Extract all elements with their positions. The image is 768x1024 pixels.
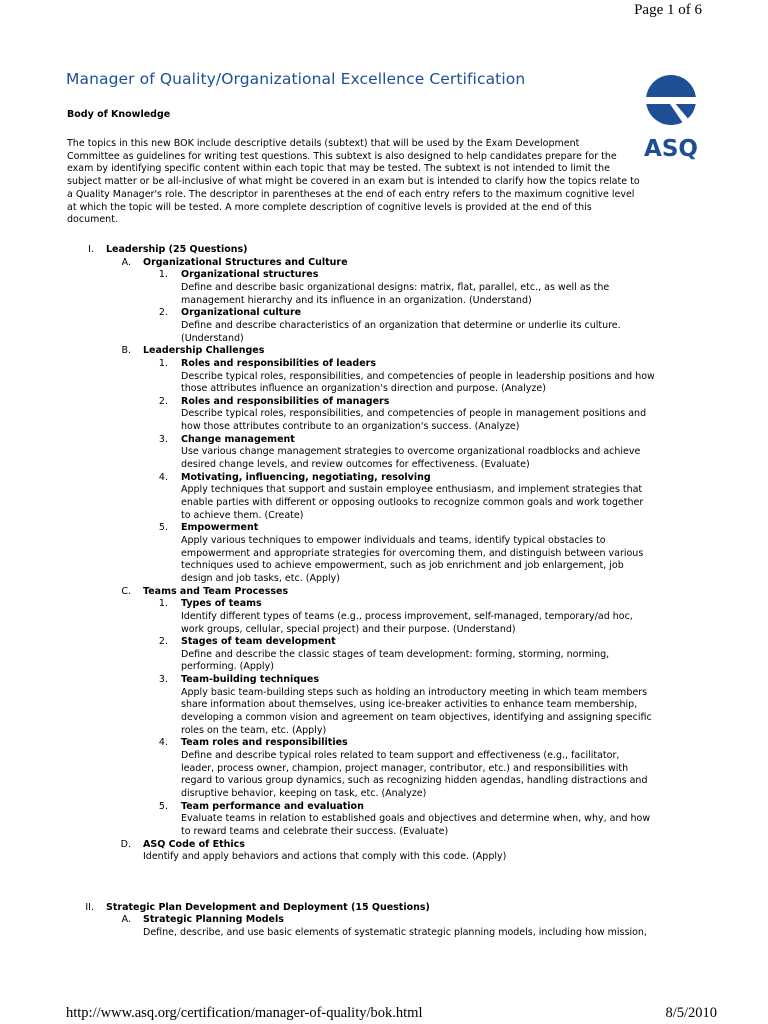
topic-heading: Motivating, influencing, negotiating, resolving xyxy=(181,471,431,483)
intro-line: The topics in this new BOK include descriptive details (subtext) that will be used by the Exam Development xyxy=(67,138,580,149)
topic-description: to achieve them. (Create) xyxy=(181,509,304,521)
topic-description: Define and describe characteristics of an organization that determine or underlie its culture. xyxy=(181,319,621,331)
intro-line: document. xyxy=(67,214,118,226)
outline-marker: 5. xyxy=(158,522,168,534)
topic-heading: Organizational structures xyxy=(181,269,319,281)
outline-marker: 1. xyxy=(158,598,168,610)
subsection-heading: Organizational Structures and Culture xyxy=(143,256,348,268)
topic-heading: Change management xyxy=(181,433,295,445)
topic-description: (Understand) xyxy=(181,332,244,344)
outline-marker: 1. xyxy=(158,269,168,281)
topic-description: Use various change management strategies to overcome organizational roadblocks and achieve xyxy=(181,446,641,458)
topic-description: management hierarchy and its influence in an organization. (Understand) xyxy=(181,294,532,306)
topic-description: disruptive behavior, keeping on task, etc. (Analyze) xyxy=(181,787,427,799)
outline-marker: A. xyxy=(121,256,131,268)
outline-marker: B. xyxy=(121,345,131,357)
intro-paragraph xyxy=(67,138,639,227)
topic-description: techniques used to achieve empowerment, such as job enrichment and job enlargement, job xyxy=(181,560,624,572)
section-heading: Leadership (25 Questions) xyxy=(106,244,248,255)
topic-heading: Types of teams xyxy=(181,598,262,610)
logo-text: ASQ xyxy=(644,136,698,162)
topic-description: share information about themselves, using ice-breaker activities to enhance team membership, xyxy=(181,699,638,711)
topic-description: Describe typical roles, responsibilities, and competencies of people in management positions and xyxy=(181,408,647,420)
footer-url: http://www.asq.org/certification/manager-of-quality/bok.html xyxy=(66,1005,423,1021)
topic-description: leader, process owner, champion, project manager, contributor, etc.) and responsibilities with xyxy=(181,762,629,774)
topic-description: work groups, cellular, special project) and their purpose. (Understand) xyxy=(181,623,516,635)
subsection-heading: Leadership Challenges xyxy=(143,345,265,357)
intro-line: at which the topic will be tested. A more complete description of cognitive levels is provided at the end of this xyxy=(67,201,592,213)
topic-description: to reward teams and celebrate their success. (Evaluate) xyxy=(181,825,449,837)
topic-description: how those attributes contribute to an organization's success. (Analyze) xyxy=(181,421,520,433)
subsection-heading: ASQ Code of Ethics xyxy=(143,838,245,850)
intro-line: exam by identifying specific content within each topic that may be tested. The subtext is not intended to limit the xyxy=(67,163,610,175)
topic-description: Apply various techniques to empower individuals and teams, identify typical obstacles to xyxy=(181,534,606,546)
footer-date: 8/5/2010 xyxy=(665,1005,717,1021)
topic-description: empowerment and appropriate strategies for overcoming them, and distinguish between various xyxy=(181,547,644,559)
outline-marker: A. xyxy=(121,914,131,926)
section-heading: Strategic Plan Development and Deployment (15 Questions) xyxy=(106,901,430,913)
topic-description: Define and describe the classic stages of team development: forming, storming, norming, xyxy=(181,648,610,660)
outline-marker: 3. xyxy=(158,674,168,686)
topic-description: performing. (Apply) xyxy=(181,661,274,673)
topic-description: Evaluate teams in relation to established goals and objectives and determine when, why, and how xyxy=(181,813,651,825)
topic-description: design and job tasks, etc. (Apply) xyxy=(181,572,340,584)
document-title: Manager of Quality/Organizational Excellence Certification xyxy=(66,70,526,88)
topic-description: Describe typical roles, responsibilities, and competencies of people in leadership positions and how xyxy=(181,370,655,382)
intro-line: subject matter or be all-inclusive of what might be covered in an exam but is intended to clarify how the topics relate to xyxy=(67,176,640,188)
topic-heading: Stages of team development xyxy=(181,636,336,648)
subsection-heading: Teams and Team Processes xyxy=(143,585,289,597)
outline-marker: C. xyxy=(121,585,131,597)
topic-heading: Empowerment xyxy=(181,522,259,534)
outline-marker: 4. xyxy=(158,471,168,483)
outline-marker: I. xyxy=(88,244,94,255)
outline-marker: 1. xyxy=(158,357,168,369)
topic-description: enable parties with different or opposing outlooks to recognize common goals and work together xyxy=(181,497,644,508)
outline-marker: 5. xyxy=(158,800,168,812)
asq-logo xyxy=(638,72,704,162)
topic-description: Define and describe basic organizational designs: matrix, flat, parallel, etc., as well as the xyxy=(181,281,610,293)
outline-marker: D. xyxy=(120,838,131,850)
section-description: Define, describe, and use basic elements of systematic strategic planning models, including how mission, xyxy=(143,927,647,939)
intro-line: Committee as guidelines for writing test questions. This subtext is also designed to help candidates prepare for the xyxy=(67,150,617,162)
intro-line: a Quality Manager's role. The descriptor in parentheses at the end of each entry refers to the maximum cognitive level xyxy=(67,188,635,200)
body-heading: Body of Knowledge xyxy=(67,109,171,120)
topic-description: Apply techniques that support and sustain employee enthusiasm, and implement strategies that xyxy=(181,484,643,496)
outline-marker: 2. xyxy=(158,307,168,319)
topic-description: Define and describe typical roles related to team support and effectiveness (e.g., facilitator, xyxy=(181,750,620,761)
topic-description: roles on the team, etc. (Apply) xyxy=(181,724,327,736)
page-number: Page 1 of 6 xyxy=(634,2,702,18)
topic-heading: Roles and responsibilities of leaders xyxy=(181,357,377,369)
outline-marker: 2. xyxy=(158,395,168,407)
topic-description: desired change levels, and review outcomes for effectiveness. (Evaluate) xyxy=(181,459,530,471)
topic-heading: Organizational culture xyxy=(181,307,302,319)
topic-heading: Team-building techniques xyxy=(181,674,319,686)
topic-description: Identify different types of teams (e.g., process improvement, self-managed, temporary/ad hoc, xyxy=(181,610,633,622)
outline-marker: 4. xyxy=(158,737,168,749)
section-description: Identify and apply behaviors and actions that comply with this code. (Apply) xyxy=(143,851,507,863)
outline-marker: II. xyxy=(85,901,94,913)
topic-description: those attributes influence an organization's direction and purpose. (Analyze) xyxy=(181,383,546,395)
subsection-heading: Strategic Planning Models xyxy=(143,914,284,926)
topic-heading: Team performance and evaluation xyxy=(181,800,364,812)
topic-heading: Team roles and responsibilities xyxy=(181,737,348,749)
topic-description: Apply basic team-building steps such as holding an introductory meeting in which team members xyxy=(181,686,648,698)
topic-heading: Roles and responsibilities of managers xyxy=(181,395,390,407)
outline-marker: 2. xyxy=(158,636,168,648)
topic-description: developing a common vision and agreement on team objectives, identifying and assigning specific xyxy=(181,712,652,724)
topic-description: regard to various group dynamics, such as recognizing hidden agendas, handling distractions and xyxy=(181,775,648,787)
outline-marker: 3. xyxy=(158,433,168,445)
